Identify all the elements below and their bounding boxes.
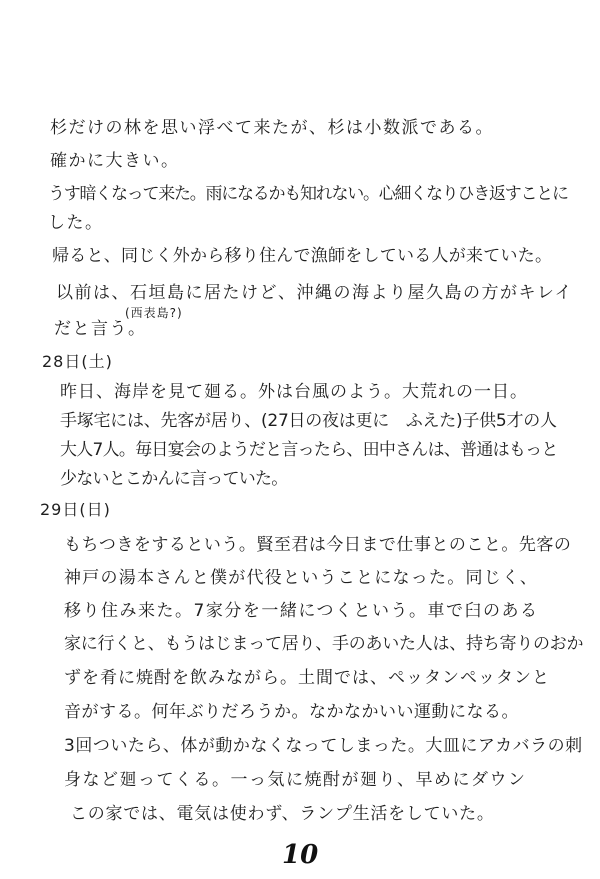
entry-date: 28日(土)	[42, 352, 113, 371]
margin-annotation: (西表島?)	[125, 306, 183, 320]
text-line: 確かに大きい。	[50, 151, 180, 171]
text-line: 少ないとこかんに言っていた。	[60, 469, 288, 489]
text-line: うす暗くなって来た。雨になるかも知れない。心細くなりひき返すことに	[48, 184, 568, 204]
text-line: 神戸の湯本さんと僕が代役ということになった。同じく、	[64, 568, 539, 588]
text-line: 家に行くと、もうはじまって居り、手のあいた人は、持ち寄りのおか	[64, 634, 584, 654]
text-line: 杉だけの林を思い浮べて来たが、杉は小数派である。	[50, 118, 494, 138]
text-line: 帰ると、同じく外から移り住んで漁師をしている人が来ていた。	[52, 246, 552, 266]
text-line: 昨日、海岸を見て廻る。外は台風のよう。大荒れの一日。	[60, 382, 528, 402]
text-line: 大人7人。毎日宴会のようだと言ったら、田中さんは、普通はもっと	[60, 440, 558, 460]
entry-date: 29日(日)	[40, 500, 111, 519]
text-line: もちつきをするという。賢至君は今日まで仕事とのこと。先客の	[64, 535, 572, 555]
text-line: 身など廻ってくる。一っ気に焼酎が廻り、早めにダウン	[64, 770, 527, 790]
text-line: 以前は、石垣島に居たけど、沖縄の海より屋久島の方がキレイ	[56, 283, 573, 303]
text-line: した。	[48, 213, 104, 233]
text-line: この家では、電気は使わず、ランプ生活をしていた。	[70, 804, 495, 824]
text-line: ずを肴に焼酎を飲みながら。土間では、ペッタンペッタンと	[64, 668, 550, 688]
text-line: 音がする。何年ぶりだろうか。なかなかいい運動になる。	[64, 702, 519, 722]
text-line: 移り住み来た。7家分を一緒につくという。車で臼のある	[64, 601, 539, 621]
text-line: 3回ついたら、体が動かなくなってしまった。大皿にアカバラの刺	[64, 736, 583, 756]
text-line: だと言う。	[54, 319, 147, 339]
text-line: 手塚宅には、先客が居り、(27日の夜は更に ふえた)子供5才の人	[60, 411, 557, 431]
page-number: 10	[282, 840, 319, 870]
